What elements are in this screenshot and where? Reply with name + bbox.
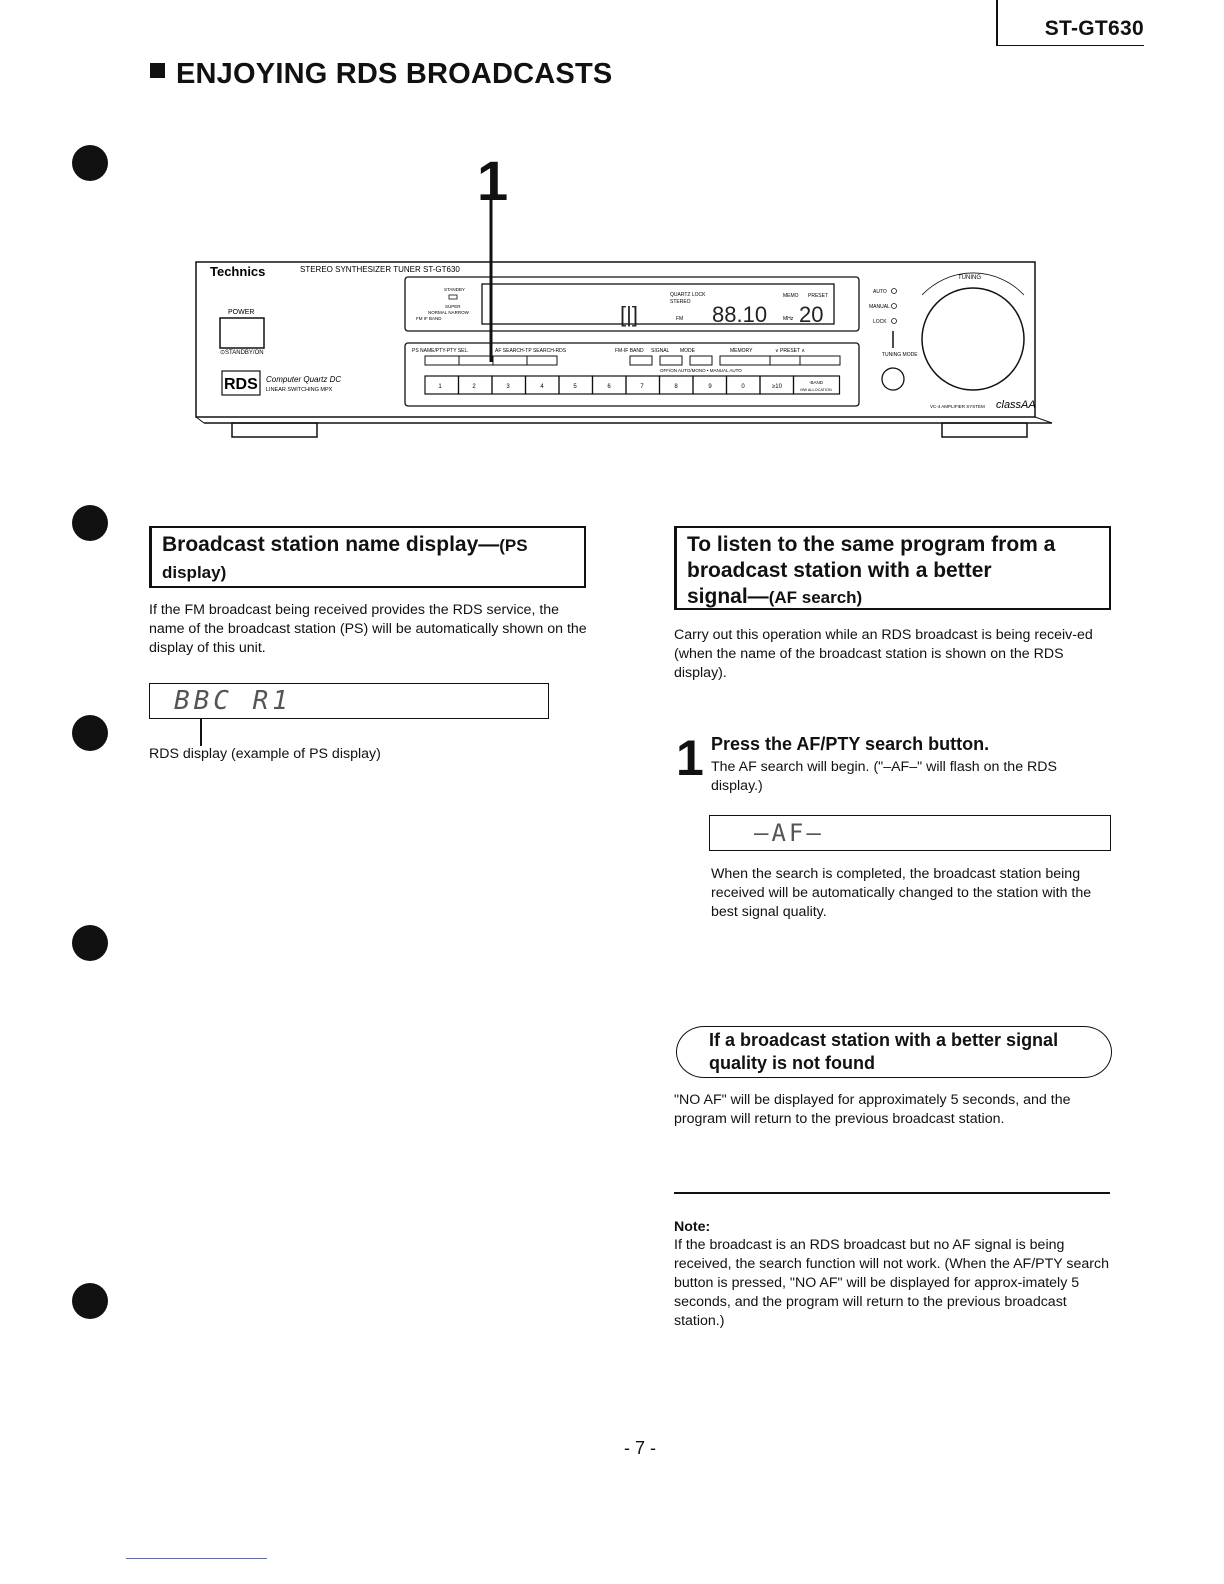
preset-label-10plus: ≥10 xyxy=(772,384,782,390)
preset-label-8: 8 xyxy=(674,384,678,390)
computer-quartz-label: Computer Quartz DC xyxy=(266,375,342,384)
bullet-square-icon xyxy=(150,63,165,78)
binder-hole-icon xyxy=(72,1283,108,1319)
mw-allocation-label: MW ALLOCATION xyxy=(800,388,832,392)
section-heading-ps-display xyxy=(149,526,586,588)
binder-hole-icon xyxy=(72,925,108,961)
footer-blue-rule xyxy=(126,1558,267,1559)
display-band-label: FM xyxy=(676,316,684,322)
display-label-standby: STANDBY xyxy=(444,287,465,292)
preset-up-button[interactable] xyxy=(800,356,840,365)
model-tag xyxy=(996,0,1144,46)
preset-label-9: 9 xyxy=(708,384,712,390)
tuner-front-panel-illustration xyxy=(190,150,1070,445)
tuning-manual-label: MANUAL xyxy=(869,304,890,310)
display-label-stereo: STEREO xyxy=(670,299,691,305)
brand-logo: Technics xyxy=(210,264,266,279)
tuning-mode-button[interactable] xyxy=(882,368,904,390)
tuning-mode-label: TUNING MODE xyxy=(882,352,918,358)
heading-main-text: Broadcast station name display— xyxy=(162,533,500,556)
foot-right xyxy=(942,423,1027,437)
ps-name-button[interactable] xyxy=(425,356,459,365)
pty-select-button[interactable] xyxy=(459,356,493,365)
heading-small-text: (PS xyxy=(499,536,528,555)
display-label-if-band: FM IF BAND xyxy=(416,316,442,321)
heading-line1-text: To listen to the same program from a xyxy=(687,533,1056,556)
note-label: Note: xyxy=(674,1219,711,1235)
preset-label-5: 5 xyxy=(573,384,577,390)
af-search-intro: Carry out this operation while an RDS broadcast is being receiv-ed (when the name of the broadcast station is shown on the RDS display). xyxy=(674,627,1093,681)
tuning-label: TUNING xyxy=(958,275,981,281)
tp-search-button[interactable] xyxy=(527,356,557,365)
mode-button[interactable] xyxy=(660,356,682,365)
heading-small-text: (AF search) xyxy=(768,588,863,607)
binder-hole-icon xyxy=(72,715,108,751)
rds-ps-display xyxy=(149,683,549,719)
callout-no-better-signal xyxy=(676,1026,1112,1078)
ps-display-paragraph: If the FM broadcast being received provides the RDS service, the name of the broadcast station (PS) will be automatically shown on the display of this unit. xyxy=(149,602,587,656)
preset-button-1[interactable] xyxy=(425,376,459,394)
display-label-memo: MEMO xyxy=(783,293,799,299)
rds-logo: RDS xyxy=(224,376,258,393)
note-text: If the broadcast is an RDS broadcast but no AF signal is being received, the search function will not work. (When the AF/PTY search button is pressed, "NO AF" will be displayed for approx-imately 5 seconds, and the program will return to the previous broadcast station.) xyxy=(674,1237,1110,1329)
display-frequency: 88.10 xyxy=(712,302,768,327)
preset-down-button[interactable] xyxy=(770,356,800,365)
rds-af-display-text: –AF– xyxy=(754,819,824,847)
callout-line2: quality is not found xyxy=(709,1053,875,1073)
step-title: Press the AF/PTY search button. xyxy=(711,734,990,754)
af-result-text: When the search is completed, the broadcast station being received will be automatically changed to the station with the best signal quality. xyxy=(711,866,1092,920)
preset-label-0: 0 xyxy=(741,384,745,390)
label-preset: ∨ PRESET ∧ xyxy=(775,348,806,354)
display-label-narrow: NORMAL NARROW xyxy=(428,310,469,315)
display-label-mhz: MHz xyxy=(783,316,794,322)
no-af-text: "NO AF" will be displayed for approximately 5 seconds, and the program will return to the previous broadcast station. xyxy=(674,1092,1071,1127)
display-leader-line xyxy=(200,718,202,746)
display-band-icon: [|] xyxy=(620,302,638,327)
label-memory: MEMORY xyxy=(730,348,753,354)
standby-label: ⊙STANDBY/ON xyxy=(220,350,264,356)
tuning-lock-label: LOCK xyxy=(873,319,887,325)
preset-label-6: 6 xyxy=(607,384,611,390)
tuning-auto-label: AUTO xyxy=(873,289,887,295)
preset-label-3: 3 xyxy=(506,384,510,390)
preset-buttons-row xyxy=(425,376,840,394)
class-aa-logo: classAA xyxy=(996,399,1036,411)
heading-line2-text: display) xyxy=(162,563,227,582)
note-divider xyxy=(674,1192,1110,1194)
label-ps-name: PS NAME/PTY-PTY SEL. xyxy=(412,348,469,354)
label-mode: MODE xyxy=(680,348,695,354)
heading-line2-text: broadcast station with a better xyxy=(687,559,992,582)
label-af-search: AF SEARCH-TP SEARCH-RDS xyxy=(495,348,567,354)
preset-label-4: 4 xyxy=(540,384,544,390)
page-number: - 7 - xyxy=(623,1438,656,1458)
ps-display-caption: RDS display (example of PS display) xyxy=(149,746,381,762)
af-pty-search-button[interactable] xyxy=(493,356,527,365)
rds-af-display xyxy=(709,815,1111,851)
step-text: The AF search will begin. ("–AF–" will flash on the RDS display.) xyxy=(711,759,1057,794)
tuning-knob[interactable] xyxy=(922,288,1024,390)
display-label-super: SUPER xyxy=(445,304,461,309)
display-label-quartz: QUARTZ LOCK xyxy=(670,292,706,298)
preset-label-2: 2 xyxy=(472,384,476,390)
amplifier-system-label: VC-4 AMPLIFIER SYSTEM xyxy=(930,404,985,409)
binder-hole-icon xyxy=(72,505,108,541)
signal-button[interactable] xyxy=(690,356,712,365)
section-heading-af-search xyxy=(674,526,1111,610)
label-if-band: FM-IF BAND xyxy=(615,348,644,354)
heading-line3-text: signal— xyxy=(687,585,769,608)
display-panel xyxy=(482,284,834,324)
rds-ps-display-text: BBC R1 xyxy=(174,686,292,716)
preset-label-1: 1 xyxy=(438,384,442,390)
mode-labels: OFF/ON AUTO/MONO • MANUAL AUTO xyxy=(660,368,742,373)
power-label: POWER xyxy=(228,309,255,316)
callout-number: 1 xyxy=(477,150,509,212)
page-title xyxy=(150,58,612,91)
band-label: -BAND xyxy=(808,380,824,385)
memory-button[interactable] xyxy=(720,356,770,365)
power-button[interactable] xyxy=(220,318,264,348)
model-line: STEREO SYNTHESIZER TUNER ST-GT630 xyxy=(300,265,460,274)
foot-left xyxy=(232,423,317,437)
step-number: 1 xyxy=(676,730,704,786)
mpx-label: LINEAR SWITCHING MPX xyxy=(266,387,333,393)
if-band-button[interactable] xyxy=(630,356,652,365)
preset-label-7: 7 xyxy=(640,384,644,390)
page-title-text: ENJOYING RDS BROADCASTS xyxy=(176,58,613,90)
binder-hole-icon xyxy=(72,145,108,181)
model-number: ST-GT630 xyxy=(1044,17,1144,40)
display-preset-number: 20 xyxy=(799,302,824,327)
callout-line1: If a broadcast station with a better signal xyxy=(709,1030,1059,1050)
display-label-preset: PRESET xyxy=(808,293,829,299)
label-signal: SIGNAL xyxy=(651,348,670,354)
